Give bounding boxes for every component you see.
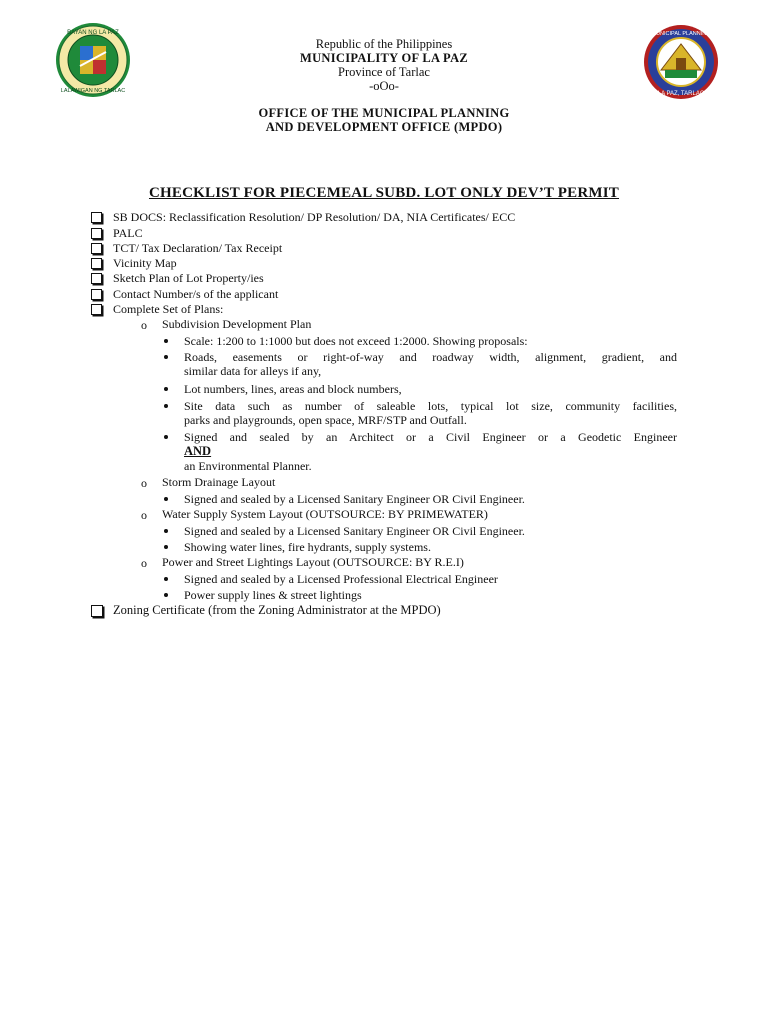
circle-bullet: o — [141, 556, 147, 570]
checklist-item-zoning-certificate: Zoning Certificate (from the Zoning Administrator at the MPDO) — [113, 603, 441, 617]
checklist-item-sketch-plan: Sketch Plan of Lot Property/ies — [113, 271, 264, 285]
subdivision-signed-line1: Signed and sealed by an Architect or a Civil Engineer or a Geodetic Engineer — [184, 430, 677, 444]
checkbox-contact-number — [91, 289, 102, 300]
office-line-1-text: OFFICE OF THE MUNICIPAL PLANNING — [258, 106, 510, 120]
svg-text:LALAWIGAN NG TARLAC: LALAWIGAN NG TARLAC — [60, 88, 126, 94]
bullet-dot — [164, 404, 168, 408]
header-municipality — [0, 51, 768, 66]
water-signed: Signed and sealed by a Licensed Sanitary Engineer OR Civil Engineer. — [184, 524, 525, 538]
checklist-item-vicinity-map: Vicinity Map — [113, 256, 177, 270]
office-line-2-text: AND DEVELOPMENT OFFICE (MPDO) — [265, 120, 503, 134]
checklist-item-sb-docs: SB DOCS: Reclassification Resolution/ DP Resolution/ DA, NIA Certificates/ ECC — [113, 210, 516, 224]
plan-power-label: Power and Street Lightings Layout (OUTSOURCE: BY R.E.I) — [162, 555, 464, 569]
checklist-item-complete-plans: Complete Set of Plans: — [113, 302, 224, 316]
svg-text:MUNICIPAL PLANNING: MUNICIPAL PLANNING — [651, 31, 711, 37]
checkbox-zoning-certificate — [91, 605, 103, 617]
power-signed: Signed and sealed by a Licensed Professional Electrical Engineer — [184, 572, 498, 586]
and-emphasis: AND — [184, 444, 212, 458]
bullet-dot — [164, 497, 168, 501]
water-showing: Showing water lines, fire hydrants, supply systems. — [184, 540, 431, 554]
circle-bullet: o — [141, 318, 147, 332]
checkbox-sketch-plan — [91, 273, 102, 284]
checklist-item-palc: PALC — [113, 226, 143, 240]
header-republic: Republic of the Philippines — [315, 37, 453, 51]
subdivision-roads-line1: Roads, easements or right-of-way and roadway width, alignment, gradient, and — [184, 350, 677, 364]
subdivision-signed-and — [184, 444, 211, 459]
checklist-item-tct: TCT/ Tax Declaration/ Tax Receipt — [113, 241, 283, 255]
office-line-2 — [0, 120, 768, 135]
circle-bullet: o — [141, 508, 147, 522]
checkbox-tct — [91, 243, 102, 254]
bullet-dot — [164, 435, 168, 439]
svg-text:LA PAZ, TARLAC: LA PAZ, TARLAC — [657, 91, 705, 97]
svg-text:BAYAN NG LA PAZ: BAYAN NG LA PAZ — [67, 30, 119, 36]
subdivision-scale: Scale: 1:200 to 1:1000 but does not exceed 1:2000. Showing proposals: — [184, 334, 528, 348]
subdivision-site-data-line1: Site data such as number of saleable lots, typical lot size, community facilities, — [184, 399, 677, 413]
plan-storm-label: Storm Drainage Layout — [162, 475, 276, 489]
bullet-dot — [164, 577, 168, 581]
checklist-item-contact-number: Contact Number/s of the applicant — [113, 287, 279, 301]
header-province: Province of Tarlac — [338, 65, 430, 79]
bullet-dot — [164, 387, 168, 391]
checkbox-sb-docs — [91, 212, 102, 223]
checkbox-palc — [91, 228, 102, 239]
subdivision-signed-line3: an Environmental Planner. — [184, 459, 312, 473]
bullet-dot — [164, 529, 168, 533]
checkbox-complete-plans — [91, 304, 102, 315]
subdivision-site-data-line2: parks and playgrounds, open space, MRF/STP and Outfall. — [184, 413, 467, 427]
plan-subdivision-label: Subdivision Development Plan — [162, 317, 312, 331]
bullet-dot — [164, 593, 168, 597]
office-line-1 — [0, 106, 768, 121]
power-lines: Power supply lines & street lightings — [184, 588, 362, 602]
document-title: CHECKLIST FOR PIECEMEAL SUBD. LOT ONLY DEV’T PERMIT — [148, 185, 620, 201]
checkbox-vicinity-map — [91, 258, 102, 269]
bullet-dot — [164, 339, 168, 343]
header-municipality-text: MUNICIPALITY OF LA PAZ — [299, 51, 469, 65]
plan-water-label: Water Supply System Layout (OUTSOURCE: BY PRIMEWATER) — [162, 507, 488, 521]
subdivision-roads-line2: similar data for alleys if any, — [184, 364, 322, 378]
header-separator: -oOo- — [369, 79, 399, 93]
bullet-dot — [164, 545, 168, 549]
storm-signed: Signed and sealed by a Licensed Sanitary Engineer OR Civil Engineer. — [184, 492, 525, 506]
subdivision-lot-numbers: Lot numbers, lines, areas and block numbers, — [184, 382, 402, 396]
bullet-dot — [164, 355, 168, 359]
circle-bullet: o — [141, 476, 147, 490]
